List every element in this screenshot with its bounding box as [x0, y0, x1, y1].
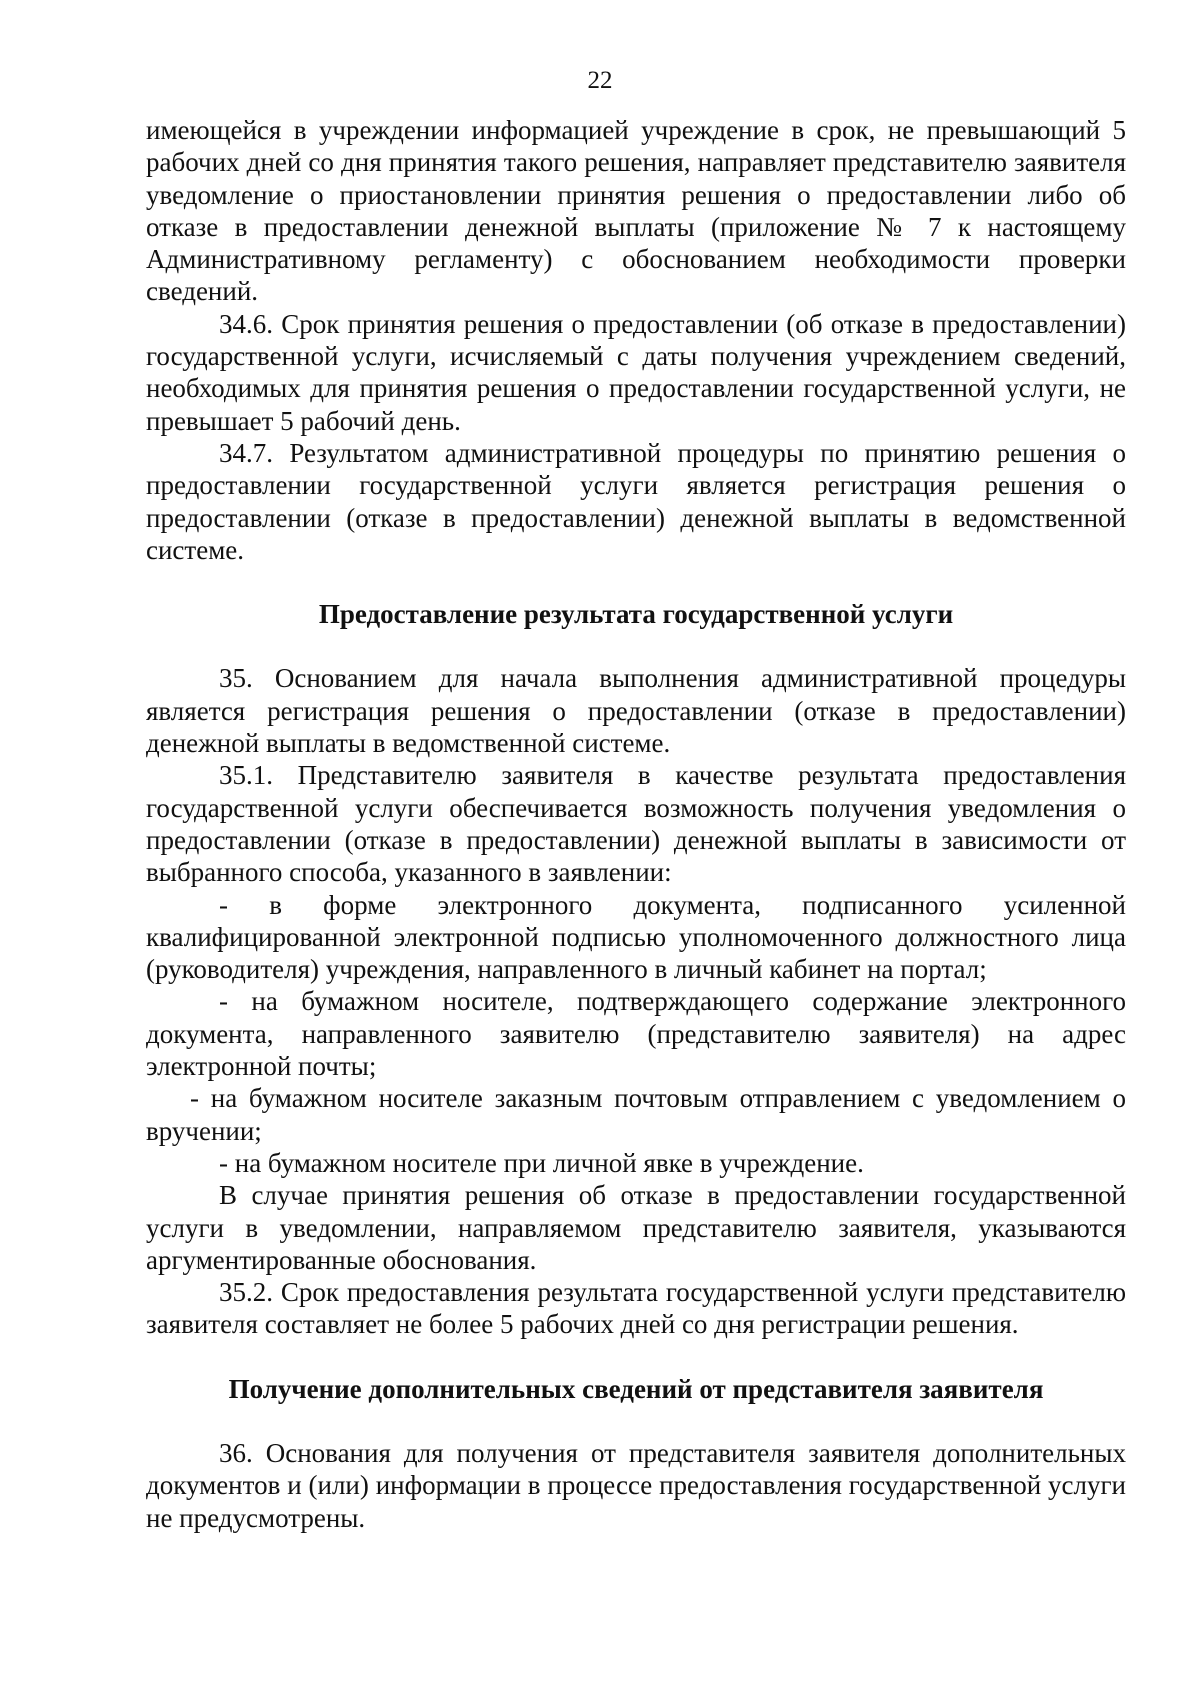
paragraph-34-7: 34.7. Результатом административной процедуры по принятию решения о предоставлении государственной услуги является регистрация решения о предоставлении (отказе в предоставлении) денежной выплаты в ведомственной системе. — [146, 437, 1126, 565]
list-item-paper-in-person: - на бумажном носителе при личной явке в учреждение. — [219, 1147, 864, 1178]
spacer — [146, 1341, 1126, 1373]
document-body — [146, 114, 1126, 1534]
paragraph-35-2: 35.2. Срок предоставления результата государственной услуги представителю заявителя составляет не более 5 рабочих дней со дня регистрации решения. — [146, 1277, 1126, 1340]
list-item-electronic-document: - в форме электронного документа, подписанного усиленной квалифицированной электронной подписью уполномоченного должностного лица (руководителя) учреждения, направленного в личный кабинет на портал; — [146, 889, 1126, 985]
spacer — [146, 566, 1126, 598]
paragraph-refusal: В случае принятия решения об отказе в предоставлении государственной услуги в уведомлении, направляемом представителю заявителя, указываются аргументированные обоснования. — [146, 1180, 1126, 1275]
section-heading-additional-info: Получение дополнительных сведений от представителя заявителя — [228, 1373, 1044, 1404]
paragraph-35-1: 35.1. Представителю заявителя в качестве результата предоставления государственной услуги обеспечивается возможность получения уведомления о предоставлении (отказе в предоставлении) денежной выплаты в зависимости от выбранного способа, указанного в заявлении: — [146, 760, 1126, 888]
spacer — [146, 630, 1126, 662]
paragraph-continuation: имеющейся в учреждении информацией учреждение в срок, не превышающий 5 рабочих дней со дня принятия такого решения, направляет представителю заявителя уведомление о приостановлении принятия решения о предоставлении либо об отказе в предоставлении денежной выплаты (приложение № 7 к настоящему Административному регламенту) с обоснованием необходимости проверки сведений. — [146, 115, 1126, 307]
list-item-paper-mail: - на бумажном носителе заказным почтовым отправлением с уведомлением о вручении; — [146, 1083, 1126, 1146]
section-heading-result: Предоставление результата государственной услуги — [318, 599, 954, 630]
paragraph-34-6: 34.6. Срок принятия решения о предоставлении (об отказе в предоставлении) государственной услуги, исчисляемый с даты получения учреждением сведений, необходимых для принятия решения о предоставлении государственной услуги, не превышает 5 рабочий день. — [146, 308, 1126, 436]
paragraph-36: 36. Основания для получения от представителя заявителя дополнительных документов и (или) информации в процессе предоставления государственной услуги не предусмотрены. — [146, 1437, 1126, 1533]
page-number: 22 — [587, 67, 613, 94]
list-item-paper-email: - на бумажном носителе, подтверждающего содержание электронного документа, направленного заявителю (представителю заявителя) на адрес электронной почты; — [146, 986, 1126, 1082]
spacer — [146, 1405, 1126, 1437]
paragraph-35: 35. Основанием для начала выполнения административной процедуры является регистрация решения о предоставлении (отказе в предоставлении) денежной выплаты в ведомственной системе. — [146, 663, 1126, 759]
